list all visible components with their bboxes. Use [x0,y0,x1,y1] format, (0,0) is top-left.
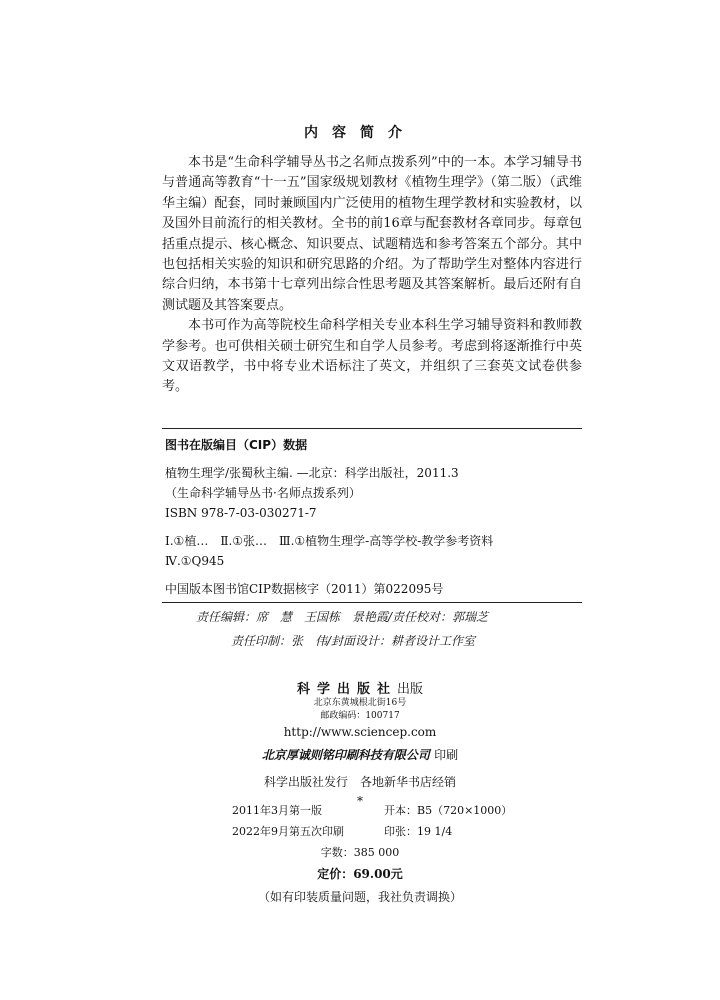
printer-line [0,746,720,763]
publisher-name-suffix: 出版 [397,682,424,697]
cip-series-line: （生命科学辅导丛书·名师点拨系列） [165,486,361,500]
intro-body [162,153,582,398]
cip-block [165,436,580,599]
publisher-name: 科学出版社 [296,682,397,697]
cip-gap [165,523,580,531]
divider-bottom [162,602,582,603]
divider-top [162,428,582,429]
publisher-address: 北京东黄城根北街16号 [313,698,407,708]
separator-star: * [357,794,363,808]
credits-production: 责任印制：张 伟/封面设计：耕者设计工作室 [231,634,476,648]
cip-classification-line: Ⅰ.①植… Ⅱ.①张… Ⅲ.①植物生理学-高等学校-教学参考资料 [165,534,494,548]
sheets-info: 印张：19 1/4 [384,825,453,838]
word-count: 字数：385 000 [320,846,400,859]
cip-classification-code: Ⅳ.①Q945 [165,554,225,568]
quality-notice: （如有印装质量问题，我社负责调换） [257,890,462,904]
distribution-line: 科学出版社发行 各地新华书店经销 [263,775,456,789]
intro-paragraph-2: 本书可作为高等院校生命科学相关专业本科生学习辅导资料和教师教学参考。也可供相关硕士研究生和自学人员参考。考虑到将逐渐推行中英文双语教学，书中将专业术语标注了英文，并组织了三套英文试卷供参考。 [162,318,582,395]
price: 定价：69.00元 [317,867,403,881]
intro-paragraph-1: 本书是“生命科学辅导丛书之名师点拨系列”中的一本。本学习辅导书与普通高等教育“十一五”国家级规划教材《植物生理学》（第二版）（武维华主编）配套，同时兼顾国内广泛使用的植物生理学教材和实验教材，以及国外目前流行的相关教材。全书的前16章与配套教材各章同步。每章包括重点提示、核心概念、知识要点、试题精选和参考答案五个部分。其中也包括相关实验的知识和研究思路的介绍。为了帮助学生对整体内容进行综合归纳，本书第十七章列出综合性思考题及其答案解析。最后还附有自测试题及其答案要点。 [162,155,582,313]
printing-info: 2022年9月第五次印刷 [232,825,344,838]
cip-isbn-line: ISBN 978-7-03-030271-7 [165,506,317,520]
cip-title-line: 植物生理学/张蜀秋主编. —北京：科学出版社，2011.3 [165,466,459,480]
format-info: 开本：B5（720×1000） [384,804,513,817]
printer-suffix: 印刷 [434,748,459,762]
publisher-postcode: 邮政编码：100717 [320,711,400,721]
publisher-name-line [0,678,720,697]
printer-name: 北京厚诚则铭印刷科技有限公司 [261,748,430,762]
credits-editors: 责任编辑：席 慧 王国栋 景艳霞/责任校对：郭瑞芝 [196,610,489,624]
cip-record-number: 中国版本图书馆CIP数据核字（2011）第022095号 [165,582,444,596]
intro-title: 内容简介 [304,125,416,141]
edition-info: 2011年3月第一版 [232,804,322,817]
publisher-url: http://www.sciencep.com [283,725,437,739]
cip-heading: 图书在版编目（CIP）数据 [165,438,308,452]
publisher-block [0,678,720,808]
cip-gap [165,571,580,579]
